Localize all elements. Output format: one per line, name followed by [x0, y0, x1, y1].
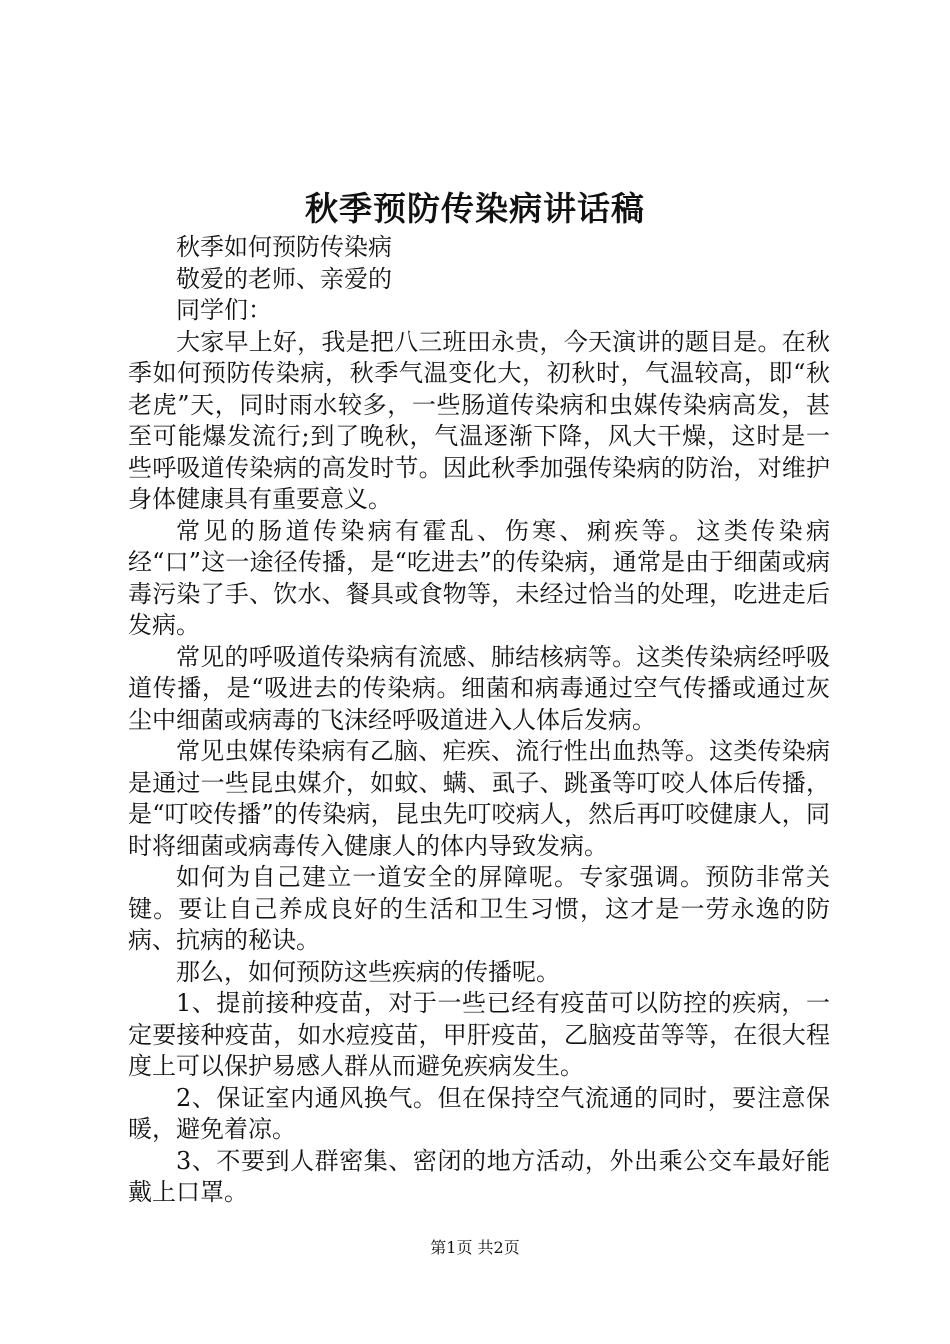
- paragraph: 2、保证室内通风换气。但在保持空气流通的同时，要注意保暖，避免着凉。: [128, 1083, 830, 1143]
- document-title: 秋季预防传染病讲话稿: [305, 189, 645, 228]
- paragraph: 那么，如何预防这些疾病的传播呢。: [176, 957, 560, 986]
- paragraph: 常见的肠道传染病有霍乱、伤寒、痢疾等。这类传染病经“口”这一途径传播，是“吃进去”的传染病，通常是由于细菌或病毒污染了手、饮水、餐具或食物等，未经过恰当的处理，吃进走后发病。: [128, 516, 830, 639]
- paragraph: 如何为自己建立一道安全的屏障呢。专家强调。预防非常关键。要让自己养成良好的生活和卫生习惯，这才是一劳永逸的防病、抗病的秘诀。: [128, 863, 830, 954]
- paragraph: 常见的呼吸道传染病有流感、肺结核病等。这类传染病经呼吸道传播，是“吸进去的传染病。细菌和病毒通过空气传播或通过灰尘中细菌或病毒的飞沫经呼吸道进入人体后发病。: [128, 642, 830, 734]
- paragraph: 同学们：: [176, 296, 272, 324]
- paragraph: 敬爱的老师、亲爱的: [176, 264, 392, 293]
- paragraph: 秋季如何预防传染病: [176, 233, 392, 261]
- document-body: [128, 232, 830, 1209]
- page-number-footer: 第1页 共2页: [430, 1238, 520, 1257]
- paragraph: 1、提前接种疫苗，对于一些已经有疫苗可以防控的疾病，一定要接种疫苗，如水痘疫苗，甲肝疫苗，乙脑疫苗等等，在很大程度上可以保护易感人群从而避免疾病发生。: [128, 989, 830, 1080]
- paragraph: 大家早上好，我是把八三班田永贵，今天演讲的题目是。在秋季如何预防传染病，秋季气温变化大，初秋时，气温较高，即“秋老虎”天，同时雨水较多，一些肠道传染病和虫媒传染病高发，甚至可能爆发流行;到了晚秋，气温逐渐下降，风大干燥，这时是一些呼吸道传染病的高发时节。因此秋季加强传染病的防治，对维护身体健康具有重要意义。: [128, 327, 830, 513]
- paragraph: 3、不要到人群密集、密闭的地方活动，外出乘公交车最好能戴上口罩。: [128, 1146, 830, 1206]
- paragraph: 常见虫媒传染病有乙脑、疟疾、流行性出血热等。这类传染病是通过一些昆虫媒介，如蚊、螨、虱子、跳蚤等叮咬人体后传播，是“叮咬传播”的传染病，昆虫先叮咬病人，然后再叮咬健康人，同时将细菌或病毒传入健康人的体内导致发病。: [128, 737, 830, 860]
